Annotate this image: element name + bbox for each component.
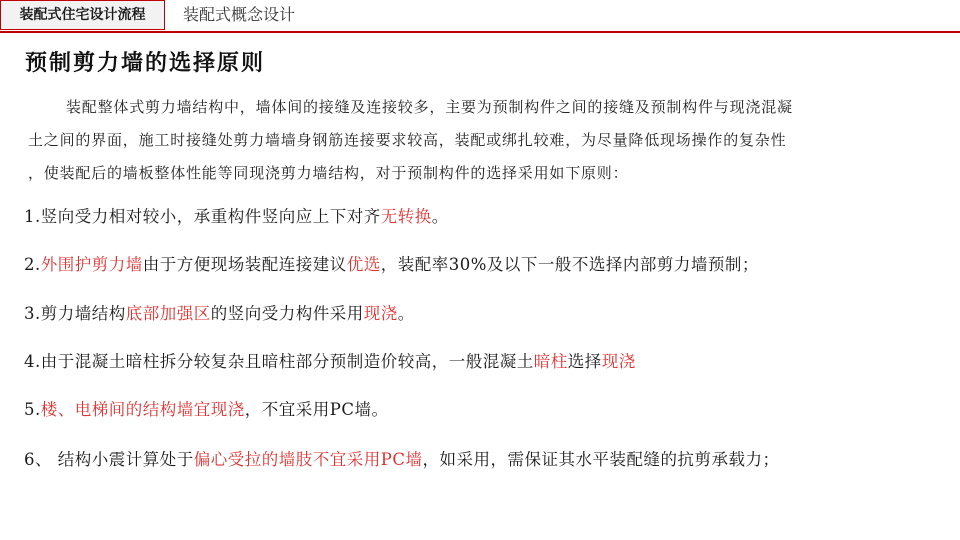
principle-item-3: [24, 302, 415, 326]
item-highlight: 底部加强区: [125, 304, 211, 323]
item-highlight: 偏心受拉的墙肢不宜采用PC墙: [193, 450, 423, 469]
item-highlight: 无转换: [380, 207, 432, 226]
top-bar: [0, 0, 960, 33]
item-highlight: 优选: [346, 255, 381, 274]
item-text: 1.竖向受力相对较小，承重构件竖向应上下对齐: [24, 207, 381, 226]
principle-item-2: [24, 253, 759, 277]
item-text: 4.由于混凝土暗柱拆分较复杂且暗柱部分预制造价较高，一般混凝土: [24, 352, 534, 371]
subsection-tab[interactable]: 装配式概念设计: [183, 5, 296, 24]
item-text: 2.: [24, 255, 41, 274]
item-text: ，如采用，需保证其水平装配缝的抗剪承载力；: [422, 450, 780, 469]
item-text: 。: [431, 207, 449, 226]
item-text: 选择: [567, 352, 602, 371]
item-highlight: 暗柱: [533, 352, 568, 371]
intro-paragraph: [28, 96, 938, 185]
page-title: 预制剪力墙的选择原则: [25, 50, 266, 76]
intro-line: 土之间的界面，施工时接缝处剪力墙墙身钢筋连接要求较高，装配或绑扎较难，为尽量降低现场操作的复杂性: [28, 131, 787, 149]
principle-item-1: [24, 205, 449, 229]
principle-item-5: [24, 398, 388, 422]
item-highlight: 楼、电梯间的结构墙宜现浇: [40, 400, 245, 419]
principle-item-4: [24, 350, 636, 374]
item-text: 3.剪力墙结构: [24, 304, 126, 323]
principle-item-6: [24, 448, 779, 472]
item-highlight: 外围护剪力墙: [40, 255, 143, 274]
item-text: 的竖向受力构件采用: [210, 304, 364, 323]
section-tab[interactable]: 装配式住宅设计流程: [0, 0, 165, 30]
item-text: 由于方便现场装配连接建议: [142, 255, 347, 274]
intro-line: 装配整体式剪力墙结构中，墙体间的接缝及连接较多，主要为预制构件之间的接缝及预制构件与现浇混凝: [66, 98, 793, 116]
intro-line: ，使装配后的墙板整体性能等同现浇剪力墙结构，对于预制构件的选择采用如下原则：: [28, 164, 629, 182]
header-divider: [0, 31, 960, 33]
item-text: ，不宜采用PC墙。: [244, 400, 389, 419]
item-highlight: 现浇: [363, 304, 398, 323]
item-highlight: 现浇: [601, 352, 636, 371]
item-text: 5.: [24, 400, 41, 419]
item-text: ，装配率30%及以下一般不选择内部剪力墙预制；: [380, 255, 759, 274]
item-text: 6、 结构小震计算处于: [24, 450, 194, 469]
item-text: 。: [397, 304, 415, 323]
